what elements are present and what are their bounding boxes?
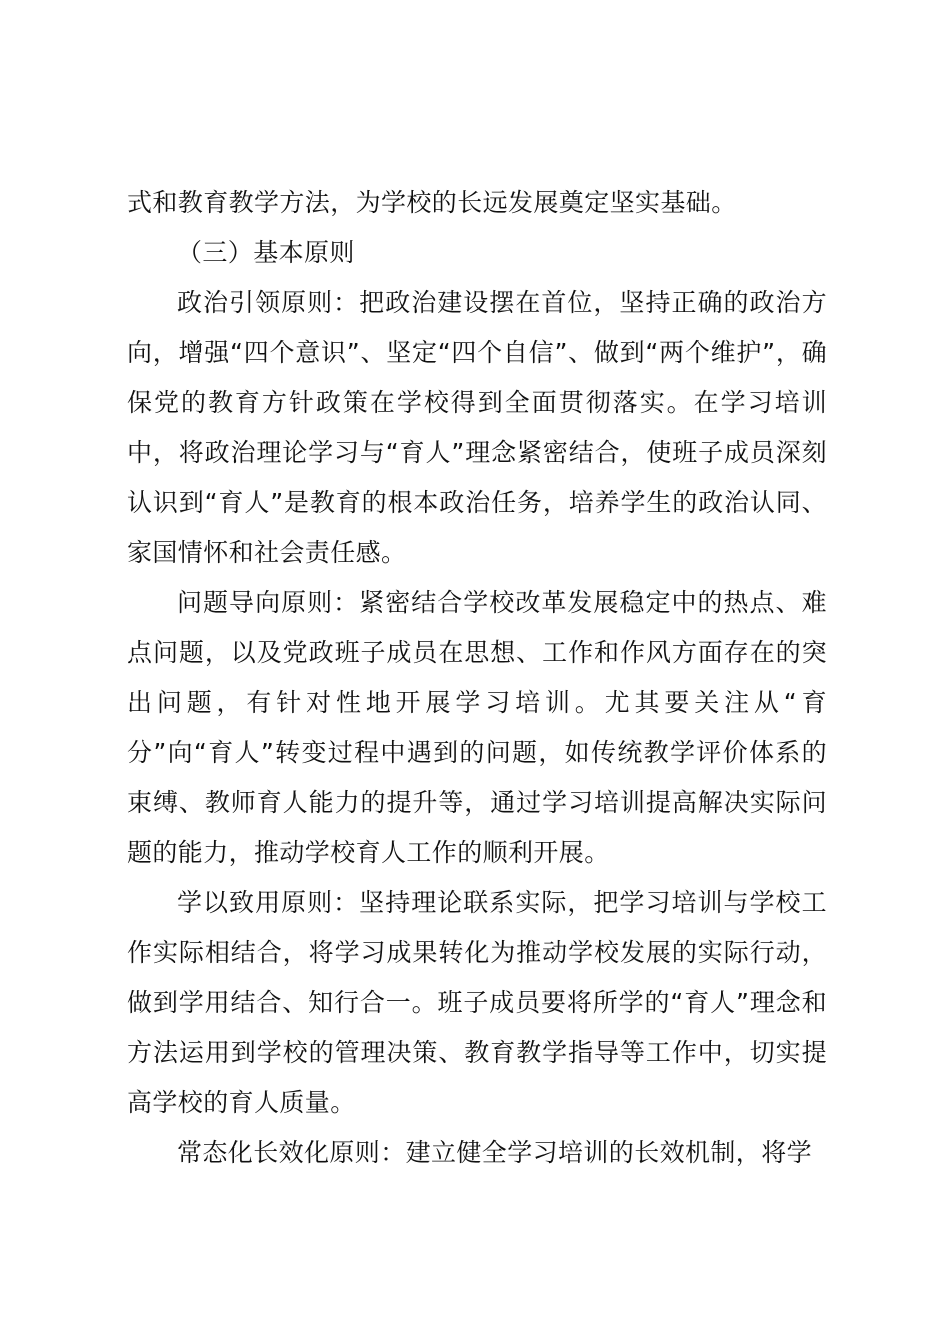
document-body	[127, 178, 827, 1178]
section-heading-basic-principles: （三）基本原则	[177, 238, 355, 267]
paragraph-learning-application: 学以致用原则：坚持理论联系实际，把学习培训与学校工作实际相结合，将学习成果转化为推动学校发展的实际行动，做到学用结合、知行合一。班子成员要将所学的“育人”理念和方法运用到学校的管理决策、教育教学指导等工作中，切实提高学校的育人质量。	[127, 888, 827, 1117]
paragraph-continuation: 式和教育教学方法，为学校的长远发展奠定坚实基础。	[127, 188, 737, 217]
paragraph-political-leadership: 政治引领原则：把政治建设摆在首位，坚持正确的政治方向，增强“四个意识”、坚定“四个自信”、做到“两个维护”，确保党的教育方针政策在学校得到全面贯彻落实。在学习培训中，将政治理论学习与“育人”理念紧密结合，使班子成员深刻认识到“育人”是教育的根本政治任务，培养学生的政治认同、家国情怀和社会责任感。	[127, 288, 827, 567]
paragraph-problem-oriented: 问题导向原则：紧密结合学校改革发展稳定中的热点、难点问题，以及党政班子成员在思想、工作和作风方面存在的突出问题，有针对性地开展学习培训。尤其要关注从“育分”向“育人”转变过程中遇到的问题，如传统教学评价体系的束缚、教师育人能力的提升等，通过学习培训提高解决实际问题的能力，推动学校育人工作的顺利开展。	[127, 588, 827, 867]
paragraph-long-term-mechanism: 常态化长效化原则：建立健全学习培训的长效机制，将学	[177, 1138, 813, 1167]
